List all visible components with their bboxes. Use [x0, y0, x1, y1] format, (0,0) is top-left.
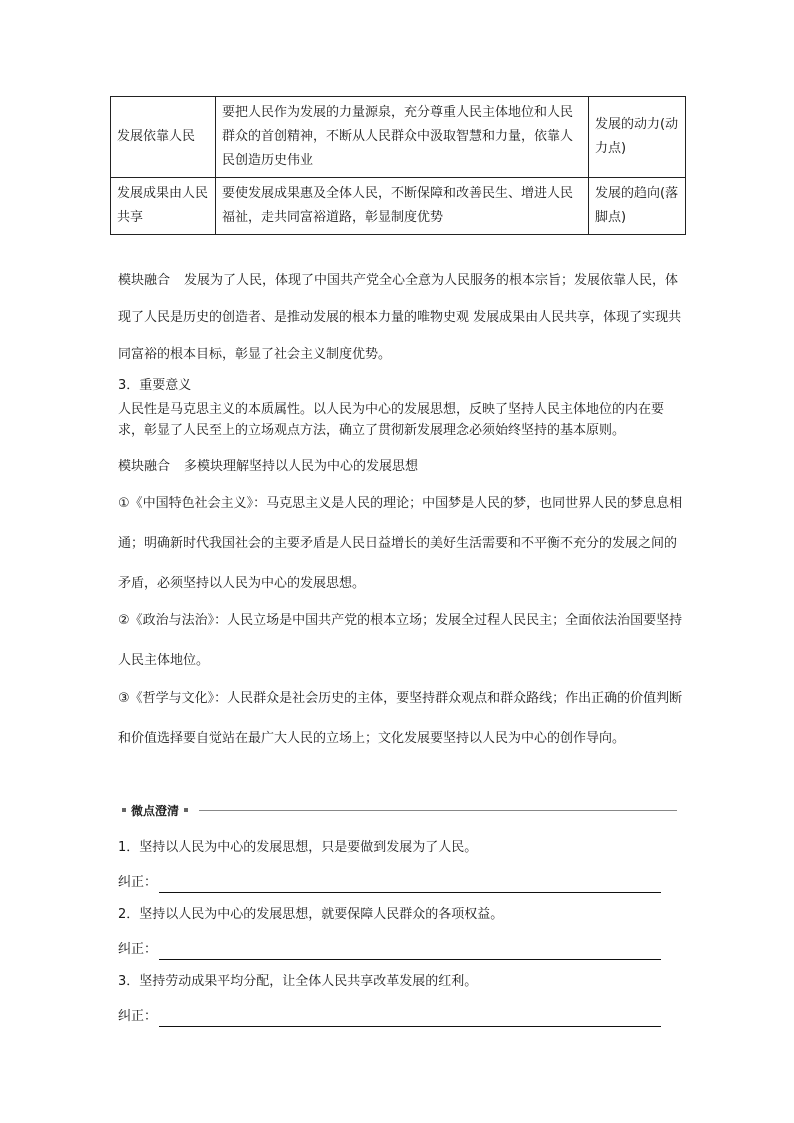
module-item: ②《政治与法治》：人民立场是中国共产党的根本立场；发展全过程人民民主；全面依法治国要坚持人民主体地位。 [118, 613, 683, 668]
correction-row [118, 873, 661, 893]
square-bullet-icon [122, 808, 126, 812]
module-fusion-label: 模块融合 [118, 459, 171, 474]
clarify-question: 1．坚持以人民为中心的发展思想，只是要做到发展为了人民。 [118, 840, 478, 855]
table-cell-content: 要使发展成果惠及全体人民，不断保障和改善民生、增进人民福祉，走共同富裕道路，彰显制度优势 [216, 178, 589, 235]
section-heading: 3．重要意义 [118, 378, 192, 393]
correction-label: 纠正： [118, 942, 158, 957]
correction-row [118, 940, 661, 960]
correction-answer-line[interactable] [159, 945, 661, 960]
module-item: ①《中国特色社会主义》：马克思主义是人民的理论；中国梦是人民的梦，也同世界人民的梦息息相通；明确新时代我国社会的主要矛盾是人民日益增长的美好生活需要和不平衡不充分的发展之间的矛盾，必须坚持以人民为中心的发展思想。 [118, 496, 683, 591]
table-cell-content: 要把人民作为发展的力量源泉，充分尊重人民主体地位和人民群众的首创精神，不断从人民群众中汲取智慧和力量，依靠人民创造历史伟业 [216, 97, 589, 178]
module-fusion-title: 多模块理解坚持以人民为中心的发展思想 [184, 459, 419, 474]
module-fusion-paragraph [118, 262, 683, 373]
square-bullet-icon [184, 808, 188, 812]
weidian-header [117, 801, 677, 819]
table-row [111, 178, 686, 235]
weidian-title: 微点澄清 [131, 803, 180, 818]
clarify-question: 3．坚持劳动成果平均分配，让全体人民共享改革发展的红利。 [118, 974, 478, 989]
module-fusion-label: 模块融合 [118, 273, 171, 288]
table-cell-role: 发展的动力(动力点) [589, 97, 686, 178]
module-fusion-text: 发展为了人民，体现了中国共产党全心全意为人民服务的根本宗旨；发展依靠人民，体现了人民是历史的创造者、是推动发展的根本力量的唯物史观 发展成果由人民共享，体现了实现共同富裕的根本目标，彰显了社会主义制度优势。 [118, 273, 682, 362]
correction-answer-line[interactable] [159, 878, 661, 893]
correction-label: 纠正： [118, 1009, 158, 1024]
table-cell-aspect: 发展成果由人民共享 [111, 178, 216, 235]
correction-label: 纠正： [118, 875, 158, 890]
module-item: ③《哲学与文化》：人民群众是社会历史的主体，要坚持群众观点和群众路线；作出正确的价值判断和价值选择要自觉站在最广大人民的立场上；文化发展要坚持以人民为中心的创作导向。 [118, 691, 683, 746]
divider [199, 810, 677, 811]
module-fusion-heading [118, 456, 683, 478]
table-row [111, 97, 686, 178]
clarify-question: 2．坚持以人民为中心的发展思想，就要保障人民群众的各项权益。 [118, 907, 504, 922]
correction-answer-line[interactable] [159, 1012, 661, 1027]
significance-paragraph: 人民性是马克思主义的本质属性。以人民为中心的发展思想，反映了坚持人民主体地位的内在要求，彰显了人民至上的立场观点方法，确立了贯彻新发展理念必须始终坚持的基本原则。 [118, 402, 665, 438]
table-cell-aspect: 发展依靠人民 [111, 97, 216, 178]
development-table [110, 96, 686, 235]
correction-row [118, 1007, 661, 1027]
table-cell-role: 发展的趋向(落脚点) [589, 178, 686, 235]
